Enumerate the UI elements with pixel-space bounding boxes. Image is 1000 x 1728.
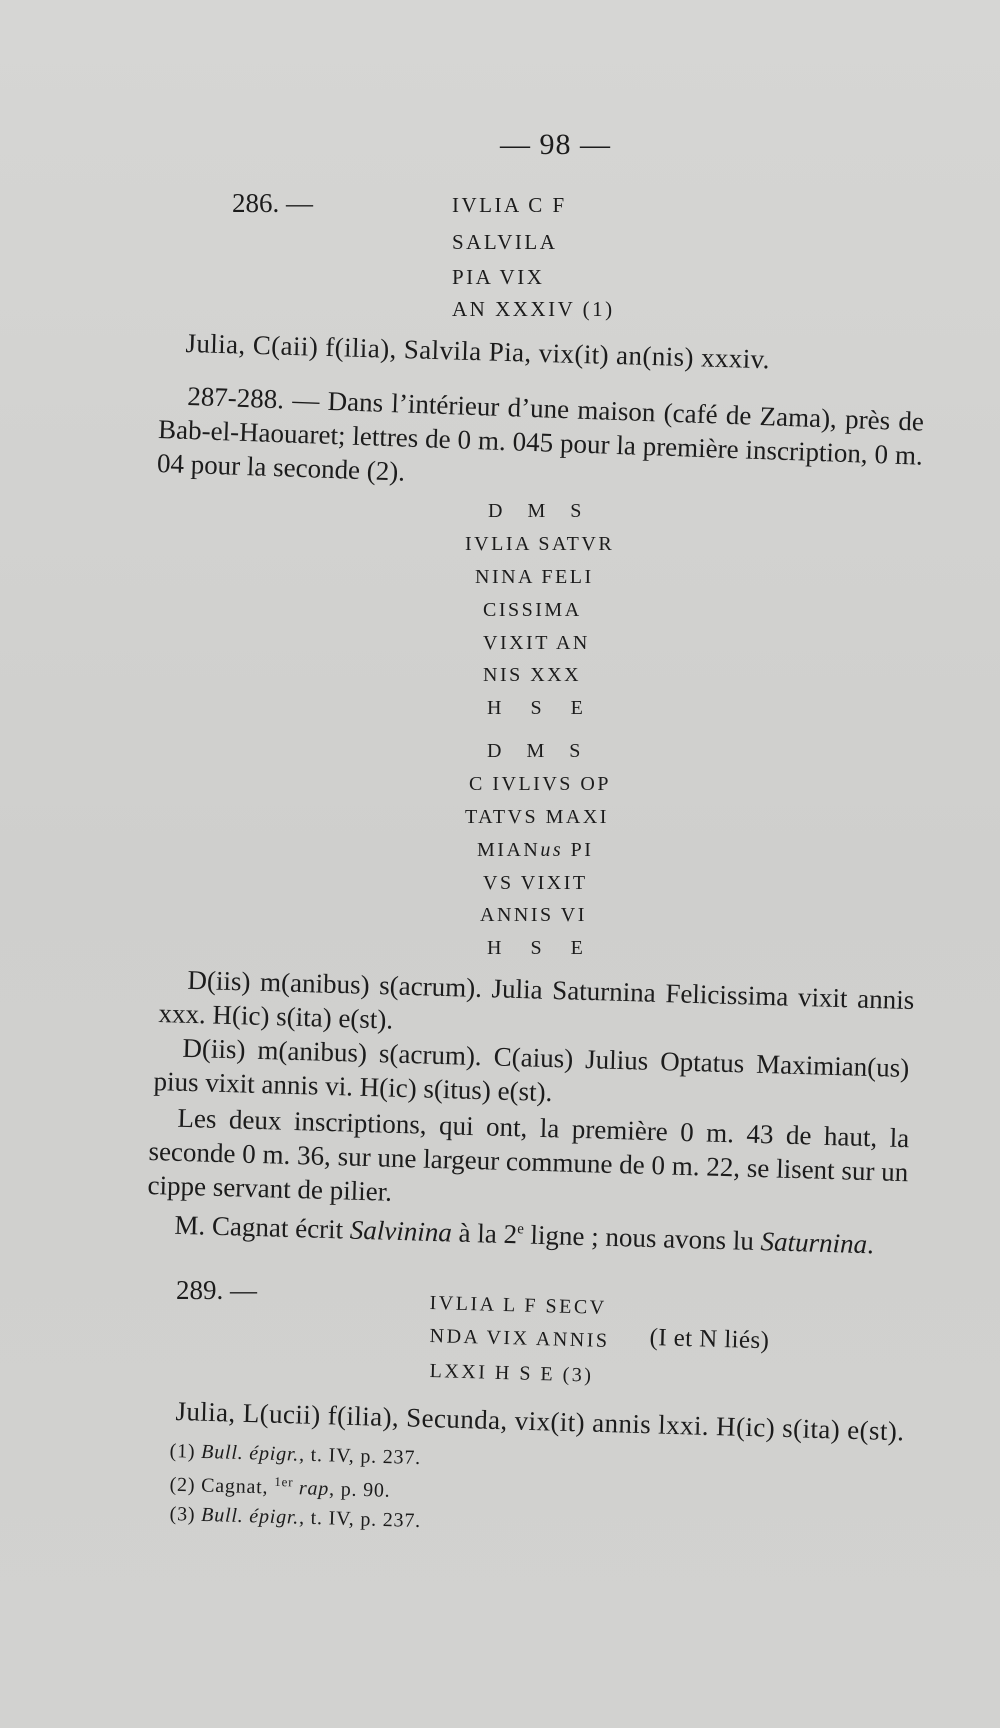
inscription-287-line-2: IVLIA SATVR — [465, 533, 615, 555]
reading-note-saturnina: Saturnina — [760, 1226, 868, 1260]
inscription-289-line-1: IVLIA L F SECV — [429, 1292, 607, 1319]
transcription-286: Julia, C(aii) f(ilia), Salvila Pia, vix(it) an(nis) xxxiv. — [185, 328, 771, 375]
inscription-288-line-4-italic: us — [540, 839, 564, 861]
footnote-3 — [169, 1503, 421, 1533]
entry-number-286: 286. — — [232, 188, 313, 218]
transcription-287-text: D(iis) m(anibus) s(acrum). Julia Saturnina Felicissima vixit annis xxx. H(ic) s(ita) e(st). — [158, 964, 915, 1035]
footnote-3-source: Bull. épigr. — [200, 1503, 300, 1529]
inscription-288-line-4-a: MIAN — [477, 839, 541, 861]
inscription-288-line-5: VS VIXIT — [483, 872, 588, 894]
inscription-289-line-2: NDA VIX ANNIS — [429, 1325, 610, 1353]
description-287-288 — [156, 378, 924, 507]
inscription-286-line-3: PIA VIX — [452, 265, 545, 289]
commentary-text: Les deux inscriptions, qui ont, la première 0 m. 43 de haut, la seconde 0 m. 36, sur une largeur commune de 0 m. 22, se lisent sur un cippe servant de pilier. — [147, 1102, 910, 1207]
reading-note-superscript: e — [516, 1221, 525, 1238]
entry-number-287-288: 287-288. — [186, 380, 285, 415]
footnote-1 — [169, 1440, 421, 1470]
transcription-289: Julia, L(ucii) f(ilia), Secunda, vix(it) annis lxxi. H(ic) s(ita) e(st). — [175, 1396, 905, 1447]
inscription-288-line-7: H S E — [487, 937, 595, 959]
inscription-288-line-3: TATVS MAXI — [465, 806, 609, 828]
reading-note-prefix: M. Cagnat écrit — [174, 1209, 351, 1245]
footnote-2-superscript: 1er — [274, 1473, 294, 1490]
entry-number-289: 289. — — [176, 1275, 257, 1305]
inscription-287-line-5: VIXIT AN — [483, 632, 590, 654]
inscription-288-line-6: ANNIS VI — [480, 904, 587, 926]
inscription-288-line-4-b: PI — [563, 839, 594, 861]
footnote-2 — [169, 1471, 391, 1503]
inscription-286-line-4: AN XXXIV (1) — [452, 297, 615, 321]
inscription-288-line-4 — [477, 839, 593, 862]
transcription-288-text: D(iis) m(anibus) s(acrum). C(aius) Julius Optatus Maximian(us) pius vixit annis vi. H(ic) s(itus) e(st). — [153, 1032, 910, 1108]
reading-note-after: ligne ; nous avons lu — [523, 1219, 762, 1257]
inscription-287-line-6: NIS XXX — [483, 664, 582, 686]
page-number: — 98 — — [500, 128, 611, 161]
footnote-3-marker: (3) — [169, 1503, 196, 1526]
inscription-286-line-1: IVLIA C F — [452, 193, 567, 217]
reading-note-end: . — [866, 1229, 875, 1260]
inscription-289-line-3: LXXI H S E (3) — [429, 1360, 594, 1387]
footnote-1-source: Bull. épigr. — [200, 1440, 300, 1466]
inscription-288-line-1: D M S — [487, 740, 591, 762]
inscription-287-line-3: NINA FELI — [475, 566, 594, 588]
reading-note-middle: à la 2 — [451, 1217, 518, 1250]
footnote-3-rest: , t. IV, p. 237. — [298, 1506, 422, 1533]
inscription-288-line-2: C IVLIVS OP — [469, 773, 611, 795]
footnote-2-marker: (2) — [169, 1473, 196, 1497]
reading-note-salvinina: Salvinina — [349, 1214, 453, 1248]
footnote-2-rest: , p. 90. — [328, 1478, 391, 1502]
inscription-289-note: (I et N liés) — [649, 1324, 770, 1355]
inscription-287-line-1: D M S — [488, 500, 592, 522]
footnote-2-italic: rap — [292, 1477, 330, 1501]
footnote-1-marker: (1) — [169, 1440, 196, 1463]
description-text: — Dans l’intérieur d’une maison (café de Zama), près de Bab-el-Haouaret; lettres de 0 m. 045 pour la première inscription, 0 m. 04 pour la seconde (2). — [156, 384, 925, 487]
footnote-2-source: Cagnat, — [200, 1474, 275, 1499]
inscription-287-line-4: CISSIMA — [483, 599, 582, 621]
footnote-1-rest: , t. IV, p. 237. — [298, 1443, 422, 1470]
inscription-287-line-7: H S E — [487, 697, 595, 719]
commentary — [146, 1100, 910, 1262]
inscription-286-line-2: SALVILA — [452, 230, 558, 254]
